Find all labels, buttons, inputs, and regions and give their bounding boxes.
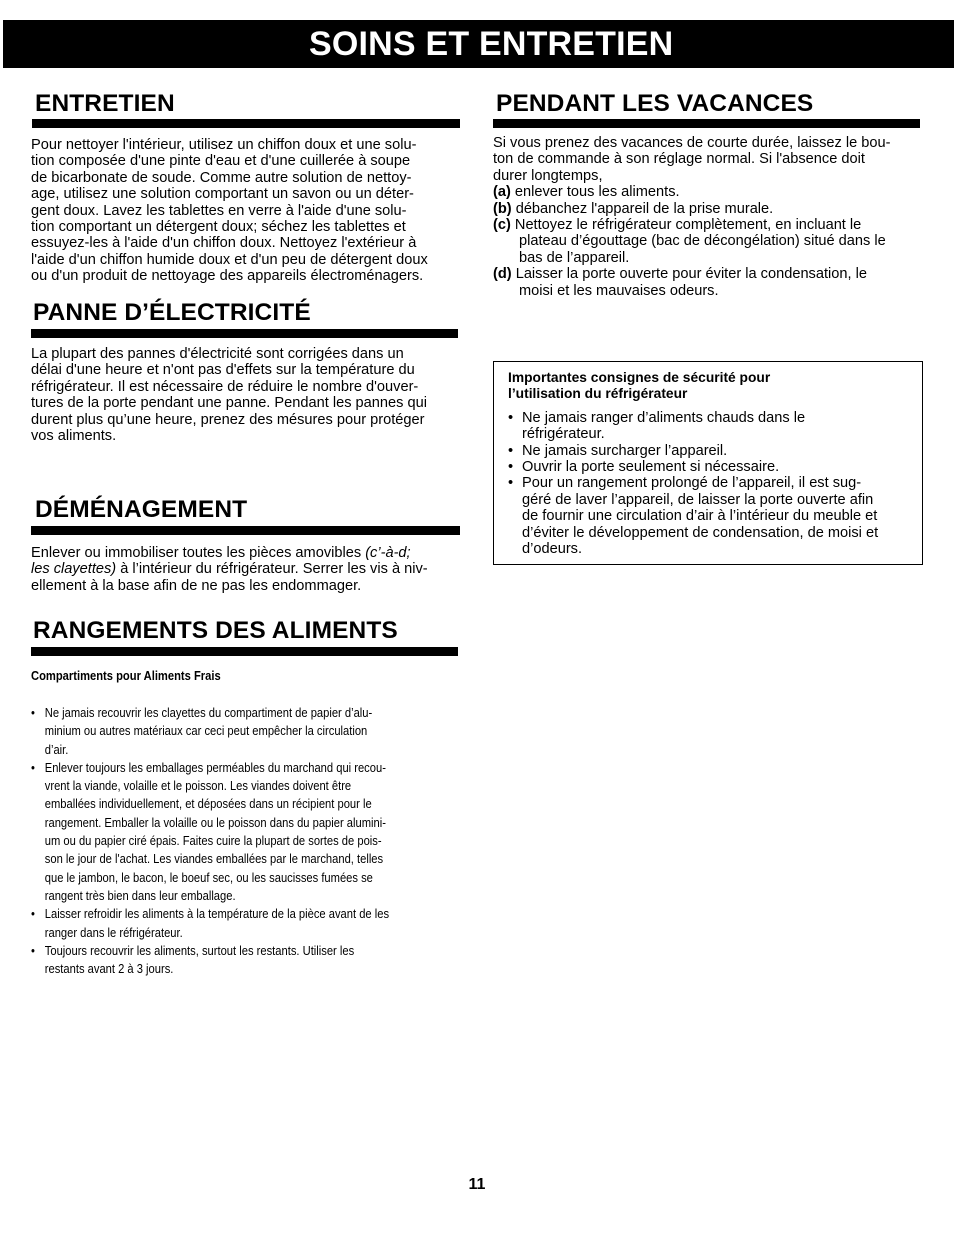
- text-line: durer longtemps,: [493, 167, 603, 184]
- text-line: Ne jamais recouvrir les clayettes du compartiment de papier d’alu-: [44, 705, 373, 720]
- page-number: 11: [468, 1176, 486, 1193]
- text-line: de bicarbonate de soude. Comme autre solution de nettoy-: [31, 169, 412, 186]
- bullet-icon: •: [508, 475, 514, 492]
- list-item: [493, 201, 933, 217]
- panne-text: [31, 346, 471, 444]
- section-rule: [32, 119, 460, 128]
- page-title: SOINS ET ENTRETIEN: [309, 25, 674, 63]
- text-line: Laisser la porte ouverte pour éviter la condensation, le: [515, 266, 867, 283]
- text-line: tion composée d'une pinte d'eau et d'une cuillerée à soupe: [31, 153, 411, 170]
- text-line: [31, 561, 471, 577]
- text-line: ranger dans le réfrigérateur.: [44, 924, 183, 940]
- section-rule: [31, 647, 458, 656]
- bullet-icon: •: [508, 459, 514, 476]
- text-line: bas de l’appareil.: [519, 249, 630, 266]
- item-letter: (a): [493, 184, 511, 201]
- page-banner: [3, 20, 954, 68]
- text-line: [31, 545, 471, 561]
- section-title-rangements: RANGEMENTS DES ALIMENTS: [33, 617, 398, 644]
- text-line: d’air.: [44, 741, 69, 757]
- rangements-subtitle: Compartiments pour Aliments Frais: [31, 668, 221, 683]
- text-line: Ne jamais surcharger l’appareil.: [522, 442, 728, 459]
- text-span: à l’intérieur du réfrigérateur. Serrer les vis à niv-: [116, 561, 428, 578]
- text-line: rangement. Emballer la volaille ou le poisson dans du papier alumini-: [44, 814, 386, 830]
- list-item: [508, 475, 910, 557]
- text-line: age, utilisez une solution comportant un savon ou un déter-: [31, 186, 414, 203]
- text-line: l'aide d'un chiffon humide doux et d'un peu de détergent doux: [31, 251, 428, 268]
- bullet-icon: •: [508, 409, 514, 426]
- text-line: vrent la viande, volaille et le poisson. Les viandes doivent être: [44, 778, 352, 794]
- text-line: Pour nettoyer l'intérieur, utilisez un chiffon doux et une solu-: [31, 137, 417, 153]
- text-line: durent plus qu’une heure, prenez des mésures pour protéger: [31, 411, 425, 428]
- list-item: [508, 459, 910, 475]
- safety-list: [508, 410, 910, 558]
- text-line: tures de la porte pendant une panne. Pendant les pannes qui: [31, 395, 427, 412]
- text-line: d’odeurs.: [522, 541, 583, 558]
- section-title-entretien: ENTRETIEN: [35, 90, 175, 117]
- text-line: l’utilisation du réfrigérateur: [508, 386, 688, 402]
- text-line: Laisser refroidir les aliments à la température de la pièce avant de les: [44, 906, 390, 922]
- text-line: géré de laver l’appareil, de laisser la porte ouverte afin: [522, 491, 874, 508]
- text-line: ton de commande à son réglage normal. Si l'absence doit: [493, 151, 865, 168]
- text-line: Nettoyez le réfrigérateur complètement, en incluant le: [514, 217, 862, 234]
- section-title-demenagement: DÉMÉNAGEMENT: [35, 496, 248, 523]
- text-line: que le jambon, le bacon, le boeuf sec, ou les saucisses fumées se: [44, 869, 373, 885]
- section-rule: [31, 526, 460, 535]
- list-item: [493, 266, 933, 299]
- text-line: moisi et les mauvaises odeurs.: [519, 282, 719, 299]
- text-line: rangent très bien dans leur emballage.: [44, 887, 236, 903]
- section-title-vacances: PENDANT LES VACANCES: [496, 90, 814, 117]
- text-line: Pour un rangement prolongé de l’appareil, il est sug-: [522, 475, 862, 492]
- list-item: [508, 443, 910, 459]
- text-line: Si vous prenez des vacances de courte durée, laissez le bou-: [493, 135, 891, 151]
- bullet-icon: •: [31, 759, 35, 775]
- bullet-icon: •: [31, 705, 35, 720]
- list-item: [493, 184, 933, 200]
- item-letter: (d): [493, 266, 512, 283]
- text-line: tion comportant un détergent doux; séchez les tablettes et: [31, 219, 406, 236]
- bullet-icon: •: [31, 942, 35, 958]
- text-line: emballées individuellement, et déposées dans un récipient pour le: [44, 796, 372, 812]
- text-line: réfrigérateur.: [522, 426, 605, 443]
- text-span: Enlever ou immobiliser toutes les pièces amovibles: [31, 545, 366, 561]
- text-line: Importantes consignes de sécurité pour: [508, 370, 771, 385]
- text-line: Enlever toujours les emballages perméables du marchand qui recou-: [44, 759, 386, 775]
- text-line: minium ou autres matériaux car ceci peut empêcher la circulation: [44, 723, 368, 739]
- text-line: son le jour de l'achat. Les viandes emballées par le marchand, telles: [44, 851, 384, 867]
- text-line: um ou du papier ciré épais. Faites cuire la plupart de sortes de pois-: [44, 833, 382, 849]
- list-item: [31, 905, 409, 942]
- bullet-icon: •: [31, 906, 35, 922]
- text-line: débanchez l'appareil de la prise murale.: [515, 200, 774, 217]
- list-item: [31, 759, 409, 905]
- list-item: [508, 410, 910, 443]
- italic-text: les clayettes): [31, 561, 117, 578]
- text-line: d’éviter le développement de condensation, de moisi et: [522, 524, 879, 541]
- safety-box: [493, 361, 923, 565]
- italic-text: (c’-à-d;: [365, 545, 411, 561]
- list-item: [493, 217, 933, 266]
- section-rule: [493, 119, 920, 128]
- text-line: réfrigérateur. Il est nécessaire de réduire le nombre d'ouver-: [31, 378, 419, 395]
- text-line: vos aliments.: [31, 428, 117, 445]
- text-line: plateau d’égouttage (bac de décongélation) situé dans le: [519, 233, 886, 250]
- section-rule: [31, 329, 458, 338]
- vacances-text: [493, 135, 933, 299]
- text-line: délai d'une heure et n'ont pas d'effets sur la température du: [31, 362, 415, 379]
- text-line: enlever tous les aliments.: [514, 184, 680, 201]
- text-line: La plupart des pannes d'électricité sont corrigées dans un: [31, 346, 404, 362]
- rangements-list: [31, 704, 409, 978]
- text-line: Toujours recouvrir les aliments, surtout les restants. Utiliser les: [44, 942, 355, 958]
- text-line: Ouvrir la porte seulement si nécessaire.: [522, 459, 780, 476]
- safety-title: [508, 370, 910, 403]
- item-letter: (b): [493, 200, 512, 217]
- list-item: [31, 704, 409, 759]
- item-letter: (c): [493, 217, 511, 234]
- text-line: gent doux. Lavez les tablettes en verre à l'aide d'une solu-: [31, 202, 407, 219]
- entretien-text: [31, 137, 471, 285]
- list-item: [31, 942, 409, 979]
- text-line: de fournir une circulation d’air à l’intérieur du meuble et: [522, 508, 878, 525]
- demenagement-text: [31, 545, 471, 594]
- bullet-icon: •: [508, 442, 514, 459]
- text-line: ou d'un produit de nettoyage des appareils électroménagers.: [31, 268, 424, 285]
- text-line: essuyez-les à l'aide d'un chiffon doux. Nettoyez l'extérieur à: [31, 235, 417, 252]
- text-line: Ne jamais ranger d’aliments chauds dans le: [522, 409, 806, 426]
- section-title-panne: PANNE D’ÉLECTRICITÉ: [33, 299, 311, 326]
- text-line: restants avant 2 à 3 jours.: [44, 961, 174, 977]
- text-line: ellement à la base afin de ne pas les endommager.: [31, 577, 362, 594]
